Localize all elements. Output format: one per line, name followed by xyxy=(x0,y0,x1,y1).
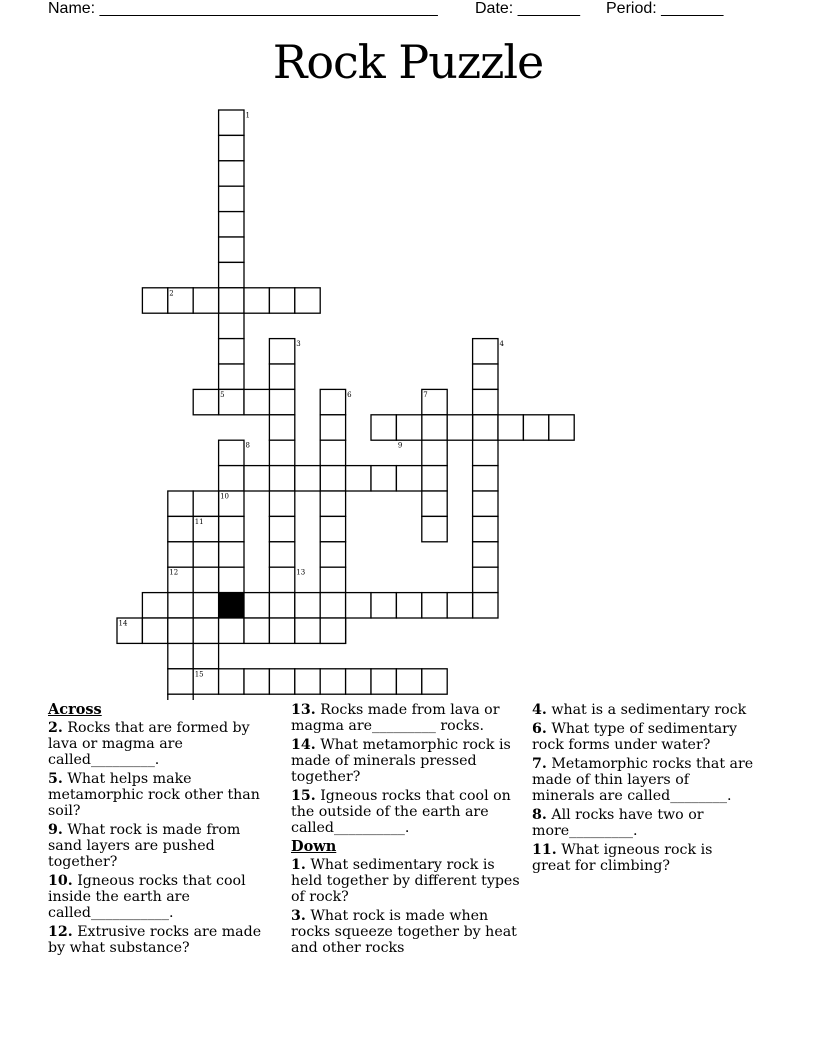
crossword-cell[interactable] xyxy=(219,212,244,237)
crossword-cell[interactable] xyxy=(168,516,193,541)
period-field-label[interactable]: Period: _______ xyxy=(606,0,724,17)
crossword-cell[interactable] xyxy=(473,364,498,389)
crossword-cell[interactable] xyxy=(295,288,320,313)
clue-text: What rock is made from sand layers are pushed together? xyxy=(48,822,241,870)
clue-text: Igneous rocks that cool on the outside of the earth are called__________. xyxy=(291,788,511,836)
clue-number: 6. xyxy=(532,721,547,737)
crossword-cell[interactable] xyxy=(244,669,269,694)
cell-number: 5 xyxy=(220,390,225,399)
crossword-cell[interactable] xyxy=(193,491,218,516)
crossword-cell[interactable] xyxy=(244,288,269,313)
crossword-cell[interactable] xyxy=(219,618,244,643)
clue-item xyxy=(48,771,270,819)
down-heading: Down xyxy=(291,838,337,855)
crossword-cell[interactable] xyxy=(168,542,193,567)
clue-item xyxy=(291,908,523,956)
crossword-cell[interactable] xyxy=(371,466,396,491)
clue-item xyxy=(532,807,754,839)
crossword-cell[interactable] xyxy=(295,593,320,618)
clue-number: 15. xyxy=(291,788,316,804)
crossword-cell[interactable] xyxy=(422,491,447,516)
clue-number: 12. xyxy=(48,924,73,940)
clue-text: Metamorphic rocks that are made of thin layers of minerals are called________. xyxy=(532,756,754,804)
crossword-cell[interactable] xyxy=(498,415,523,440)
crossword-cell[interactable] xyxy=(320,669,345,694)
crossword-cell[interactable] xyxy=(346,593,371,618)
clue-item xyxy=(48,924,270,956)
clue-item xyxy=(532,721,754,753)
crossword-cell[interactable] xyxy=(142,288,167,313)
clue-number: 11. xyxy=(532,842,557,858)
crossword-cell[interactable] xyxy=(168,491,193,516)
clue-number: 14. xyxy=(291,737,316,753)
crossword-cell[interactable] xyxy=(193,542,218,567)
crossword-cell[interactable] xyxy=(269,364,294,389)
clue-text: Rocks made from lava or magma are_________ rocks. xyxy=(291,702,500,734)
crossword-cell[interactable] xyxy=(168,669,193,694)
clue-number: 7. xyxy=(532,756,547,772)
clue-text: What rock is made when rocks squeeze together by heat and other rocks xyxy=(291,908,517,956)
crossword-cell[interactable] xyxy=(269,339,294,364)
crossword-cell[interactable] xyxy=(371,669,396,694)
cell-number: 12 xyxy=(169,568,179,577)
clue-text: what is a sedimentary rock xyxy=(546,702,747,718)
clue-item xyxy=(291,737,523,785)
clue-number: 8. xyxy=(532,807,547,823)
cell-number: 14 xyxy=(118,619,128,628)
crossword-cell[interactable] xyxy=(320,389,345,414)
crossword-cell[interactable] xyxy=(473,516,498,541)
crossword-cell[interactable] xyxy=(219,339,244,364)
crossword-cell[interactable] xyxy=(422,440,447,465)
clue-text: What type of sedimentary rock forms under water? xyxy=(532,721,737,753)
clue-item xyxy=(48,873,270,921)
crossword-cell[interactable] xyxy=(523,415,548,440)
crossword-cell[interactable] xyxy=(269,389,294,414)
crossword-cell[interactable] xyxy=(422,466,447,491)
crossword-cell[interactable] xyxy=(396,593,421,618)
crossword-cell[interactable] xyxy=(320,593,345,618)
clue-number: 4. xyxy=(532,702,547,718)
crossword-cell[interactable] xyxy=(269,415,294,440)
crossword-cell[interactable] xyxy=(473,339,498,364)
crossword-cell[interactable] xyxy=(219,364,244,389)
clue-text: What metamorphic rock is made of minerals pressed together? xyxy=(291,737,511,785)
crossword-cell[interactable] xyxy=(320,618,345,643)
crossword-cell[interactable] xyxy=(269,440,294,465)
page-title: Rock Puzzle xyxy=(272,35,544,89)
cell-number: 2 xyxy=(169,289,174,298)
crossword-cell[interactable] xyxy=(371,593,396,618)
crossword-cell[interactable] xyxy=(473,440,498,465)
crossword-cell[interactable] xyxy=(168,643,193,668)
clue-item xyxy=(532,756,754,804)
crossword-cell[interactable] xyxy=(219,542,244,567)
clue-item xyxy=(48,720,270,768)
crossword-cell[interactable] xyxy=(473,389,498,414)
crossword-cell[interactable] xyxy=(396,669,421,694)
cell-number: 10 xyxy=(220,492,230,501)
cell-number: 11 xyxy=(194,517,204,526)
crossword-cell[interactable] xyxy=(320,542,345,567)
crossword-cell[interactable] xyxy=(473,466,498,491)
crossword-cell[interactable] xyxy=(168,694,193,700)
crossword-cell[interactable] xyxy=(193,288,218,313)
clue-number: 10. xyxy=(48,873,73,889)
crossword-cell[interactable] xyxy=(244,466,269,491)
clues-column-1 xyxy=(48,702,270,959)
crossword-cell[interactable] xyxy=(219,313,244,338)
crossword-cell[interactable] xyxy=(422,669,447,694)
crossword-cell[interactable] xyxy=(193,618,218,643)
crossword-cell[interactable] xyxy=(244,618,269,643)
clue-text: What sedimentary rock is held together by different types of rock? xyxy=(291,857,520,905)
crossword-cell[interactable] xyxy=(346,669,371,694)
clues-column-2 xyxy=(291,702,523,959)
crossword-cell[interactable] xyxy=(473,542,498,567)
clue-text: All rocks have two or more_________. xyxy=(532,807,704,839)
cell-number: 7 xyxy=(423,390,428,399)
crossword-cell[interactable] xyxy=(269,567,294,592)
crossword-cell[interactable] xyxy=(473,567,498,592)
cell-number: 4 xyxy=(499,340,504,349)
clue-text: Extrusive rocks are made by what substance? xyxy=(48,924,262,956)
crossword-cell[interactable] xyxy=(219,567,244,592)
clue-item xyxy=(291,857,523,905)
crossword-cell[interactable] xyxy=(219,516,244,541)
clue-number: 3. xyxy=(291,908,306,924)
crossword-cell[interactable] xyxy=(219,135,244,160)
crossword-cell[interactable] xyxy=(320,466,345,491)
crossword-cell[interactable] xyxy=(473,415,498,440)
crossword-cell[interactable] xyxy=(269,466,294,491)
cell-number: 1 xyxy=(245,111,250,120)
cell-number: 3 xyxy=(296,340,301,349)
crossword-cell[interactable] xyxy=(269,542,294,567)
clues-column-3 xyxy=(532,702,754,877)
crossword-cell[interactable] xyxy=(269,669,294,694)
crossword-cell[interactable] xyxy=(168,618,193,643)
crossword-cell[interactable] xyxy=(549,415,574,440)
cell-number: 6 xyxy=(347,390,352,399)
crossword-cell[interactable] xyxy=(295,669,320,694)
crossword-cell[interactable] xyxy=(219,440,244,465)
crossword-cell[interactable] xyxy=(422,415,447,440)
crossword-cell[interactable] xyxy=(422,516,447,541)
clue-item xyxy=(532,702,754,718)
crossword-cell[interactable] xyxy=(193,567,218,592)
crossword-cell[interactable] xyxy=(219,669,244,694)
crossword-cell[interactable] xyxy=(269,618,294,643)
crossword-cell[interactable] xyxy=(269,491,294,516)
clue-number: 5. xyxy=(48,771,63,787)
crossword-block-cell xyxy=(219,593,244,618)
clue-number: 13. xyxy=(291,702,316,718)
crossword-cell[interactable] xyxy=(295,466,320,491)
crossword-cell[interactable] xyxy=(320,567,345,592)
clue-number: 2. xyxy=(48,720,63,736)
crossword-cell[interactable] xyxy=(244,593,269,618)
crossword-cell[interactable] xyxy=(422,593,447,618)
across-heading: Across xyxy=(48,701,102,718)
crossword-cell[interactable] xyxy=(269,288,294,313)
crossword-cell[interactable] xyxy=(320,440,345,465)
crossword-cell[interactable] xyxy=(473,491,498,516)
crossword-cell[interactable] xyxy=(371,415,396,440)
crossword-cell[interactable] xyxy=(269,593,294,618)
cell-number: 13 xyxy=(296,568,306,577)
crossword-cell[interactable] xyxy=(295,618,320,643)
crossword-cell[interactable] xyxy=(219,237,244,262)
crossword-cell[interactable] xyxy=(396,466,421,491)
cell-number: 9 xyxy=(397,441,403,450)
cell-number: 15 xyxy=(194,670,204,679)
name-field-label[interactable]: Name: ______________________________________ xyxy=(48,0,438,17)
crossword-cell[interactable] xyxy=(473,593,498,618)
crossword-cell[interactable] xyxy=(219,186,244,211)
clue-item xyxy=(532,842,754,874)
crossword-cell[interactable] xyxy=(244,389,269,414)
clue-number: 1. xyxy=(291,857,306,873)
crossword-cell[interactable] xyxy=(219,288,244,313)
crossword-cell[interactable] xyxy=(142,618,167,643)
crossword-cell[interactable] xyxy=(142,593,167,618)
crossword-cell[interactable] xyxy=(219,262,244,287)
crossword-cell[interactable] xyxy=(193,593,218,618)
crossword-cell[interactable] xyxy=(320,491,345,516)
date-field-label[interactable]: Date: _______ xyxy=(475,0,580,17)
crossword-cell[interactable] xyxy=(346,466,371,491)
clue-item xyxy=(48,822,270,870)
crossword-cell[interactable] xyxy=(320,415,345,440)
clue-text: What igneous rock is great for climbing? xyxy=(532,842,713,874)
clue-item xyxy=(291,788,523,836)
clue-item xyxy=(291,702,523,734)
clue-text: Igneous rocks that cool inside the earth are called___________. xyxy=(48,873,246,921)
crossword-cell[interactable] xyxy=(320,516,345,541)
clue-number: 9. xyxy=(48,822,63,838)
crossword-cell[interactable] xyxy=(193,389,218,414)
crossword-cell[interactable] xyxy=(219,161,244,186)
cell-number: 8 xyxy=(245,441,250,450)
crossword-cell[interactable] xyxy=(396,415,421,440)
clue-text: What helps make metamorphic rock other than soil? xyxy=(48,771,260,819)
crossword-cell[interactable] xyxy=(447,593,472,618)
crossword-cell[interactable] xyxy=(168,593,193,618)
crossword-cell[interactable] xyxy=(193,643,218,668)
crossword-cell[interactable] xyxy=(219,466,244,491)
crossword-cell[interactable] xyxy=(447,415,472,440)
crossword-cell[interactable] xyxy=(269,516,294,541)
clue-text: Rocks that are formed by lava or magma are called_________. xyxy=(48,720,250,768)
crossword-cell[interactable] xyxy=(219,110,244,135)
